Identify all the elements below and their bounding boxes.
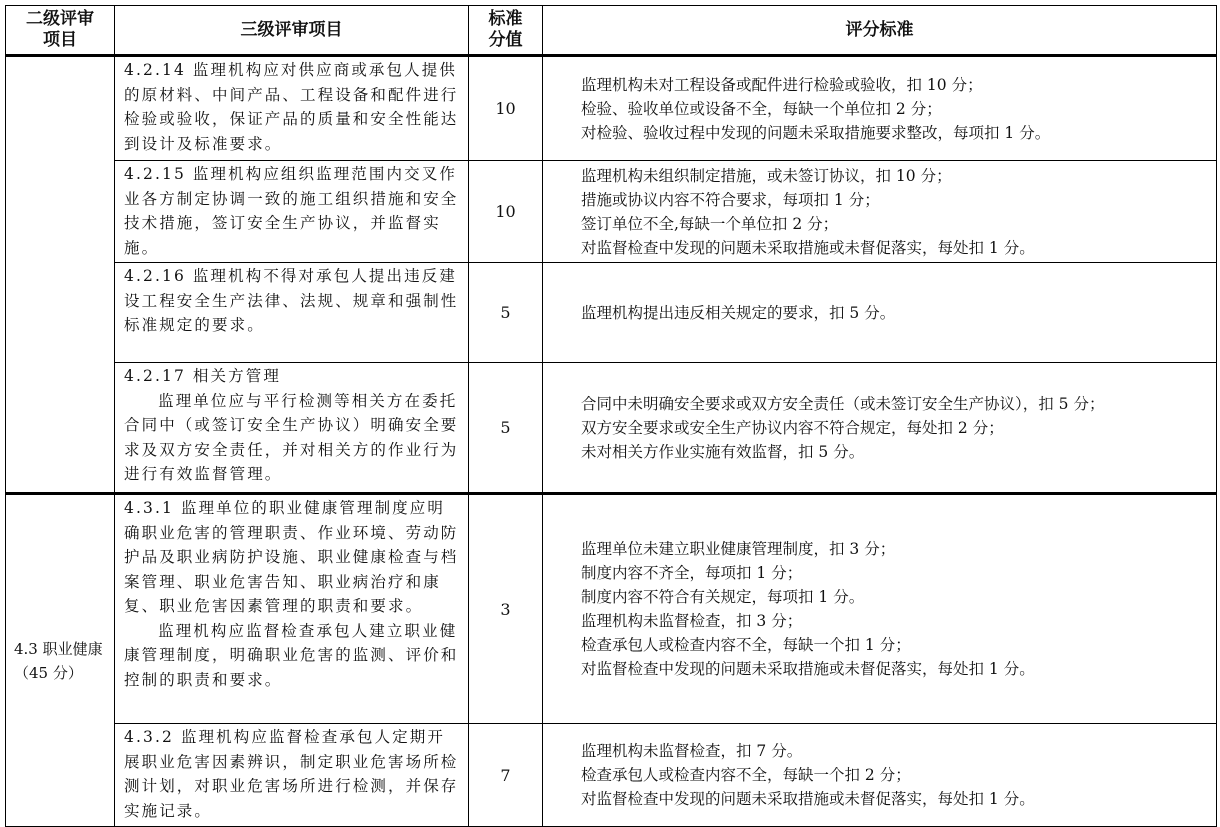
table-row bbox=[6, 56, 1217, 161]
level3-item-body: 监理单位应与平行检测等相关方在委托合同中（或签订安全生产协议）明确安全要求及双方安全责任，并对相关方的作业行为进行有效监督管理。 bbox=[124, 391, 459, 483]
table-row bbox=[6, 161, 1217, 263]
level3-item-4-3-2: 4.3.2 监理机构应监督检查承包人定期开展职业危害因素辨识，制定职业危害场所检测计划，对职业危害场所进行检测，并保存实施记录。 bbox=[115, 724, 469, 827]
header-level2 bbox=[6, 6, 115, 56]
criteria-line: 对监督检查中发现的问题未采取措施或未督促落实，每处扣 1 分。 bbox=[581, 238, 1035, 257]
header-criteria: 评分标准 bbox=[543, 6, 1217, 56]
criteria-line: 监理机构未监督检查，扣 3 分； bbox=[581, 612, 803, 630]
header-level2-line2: 项目 bbox=[43, 30, 77, 50]
review-standards-table bbox=[5, 5, 1217, 827]
header-row bbox=[6, 6, 1217, 56]
criteria-line: 制度内容不齐全，每项扣 1 分； bbox=[581, 564, 803, 582]
criteria-line: 监理机构提出违反相关规定的要求，扣 5 分。 bbox=[581, 303, 896, 322]
criteria-line: 制度内容不符合有关规定，每项扣 1 分。 bbox=[581, 588, 865, 606]
criteria-line: 检验、验收单位或设备不全，每缺一个单位扣 2 分； bbox=[581, 99, 942, 118]
level2-cell-empty bbox=[6, 56, 115, 494]
criteria-line: 检查承包人或检查内容不全，每缺一个扣 2 分； bbox=[581, 766, 911, 784]
score-cell: 3 bbox=[469, 494, 543, 724]
criteria-line: 检查承包人或检查内容不全，每缺一个扣 1 分； bbox=[581, 636, 911, 654]
criteria-line: 监理机构未对工程设备或配件进行检验或验收，扣 10 分； bbox=[581, 75, 983, 94]
criteria-line: 对检验、验收过程中发现的问题未采取措施要求整改，每项扣 1 分。 bbox=[581, 123, 1051, 142]
criteria-line: 监理机构未组织制定措施，或未签订协议，扣 10 分； bbox=[581, 166, 952, 185]
level3-item-4-3-1 bbox=[115, 494, 469, 724]
level3-item-4-2-16: 4.2.16 监理机构不得对承包人提出违反建设工程安全生产法律、法规、规章和强制性标准规定的要求。 bbox=[115, 263, 469, 363]
level3-item-body: 4.3.1 监理单位的职业健康管理制度应明确职业危害的管理职责、作业环境、劳动防护品及职业病防护设施、职业健康检查与档案管理、职业危害告知、职业病治疗和康复、职业危害因素管理的职责和要求。 bbox=[124, 499, 459, 615]
criteria-line: 双方安全要求或安全生产协议内容不符合规定，每处扣 2 分； bbox=[581, 418, 1004, 437]
table-header bbox=[6, 6, 1217, 56]
table-body bbox=[6, 56, 1217, 827]
table-row bbox=[6, 263, 1217, 363]
criteria-cell bbox=[543, 161, 1217, 263]
level3-item-4-2-14: 4.2.14 监理机构应对供应商或承包人提供的原材料、中间产品、工程设备和配件进行检验或验收，保证产品的质量和安全性能达到设计及标准要求。 bbox=[115, 56, 469, 161]
criteria-cell bbox=[543, 56, 1217, 161]
level3-item-title: 4.2.17 相关方管理 bbox=[124, 367, 281, 385]
criteria-line: 对监督检查中发现的问题未采取措施或未督促落实，每处扣 1 分。 bbox=[581, 790, 1035, 808]
score-cell: 5 bbox=[469, 363, 543, 494]
table-row bbox=[6, 494, 1217, 724]
level3-item-4-2-17 bbox=[115, 363, 469, 494]
criteria-cell bbox=[543, 724, 1217, 827]
header-score-line2: 分值 bbox=[488, 30, 523, 50]
criteria-line: 监理单位未建立职业健康管理制度，扣 3 分； bbox=[581, 540, 896, 558]
score-cell: 5 bbox=[469, 263, 543, 363]
criteria-cell bbox=[543, 363, 1217, 494]
criteria-line: 未对相关方作业实施有效监督，扣 5 分。 bbox=[581, 442, 865, 461]
criteria-line: 签订单位不全,每缺一个单位扣 2 分； bbox=[581, 214, 839, 233]
table-row bbox=[6, 363, 1217, 494]
criteria-line: 对监督检查中发现的问题未采取措施或未督促落实，每处扣 1 分。 bbox=[581, 660, 1035, 678]
criteria-cell bbox=[543, 263, 1217, 363]
criteria-line: 合同中未明确安全要求或双方安全责任（或未签订安全生产协议），扣 5 分； bbox=[581, 394, 1105, 413]
score-cell: 10 bbox=[469, 161, 543, 263]
criteria-line: 措施或协议内容不符合要求，每项扣 1 分； bbox=[581, 190, 880, 209]
header-level3: 三级评审项目 bbox=[115, 6, 469, 56]
score-cell: 10 bbox=[469, 56, 543, 161]
header-score-line1: 标准 bbox=[488, 9, 523, 29]
level3-item-body-para2: 监理机构应监督检查承包人建立职业健康管理制度，明确职业危害的监测、评价和控制的职责和要求。 bbox=[124, 621, 459, 689]
header-score bbox=[469, 6, 543, 56]
header-level2-line1: 二级评审 bbox=[26, 9, 94, 29]
level3-item-4-2-15: 4.2.15 监理机构应组织监理范围内交叉作业各方制定协调一致的施工组织措施和安全技术措施，签订安全生产协议，并监督实施。 bbox=[115, 161, 469, 263]
table-row bbox=[6, 724, 1217, 827]
criteria-cell bbox=[543, 494, 1217, 724]
level2-cell-occupational-health: 4.3 职业健康（45 分） bbox=[6, 494, 115, 827]
criteria-line: 监理机构未监督检查，扣 7 分。 bbox=[581, 742, 803, 760]
score-cell: 7 bbox=[469, 724, 543, 827]
